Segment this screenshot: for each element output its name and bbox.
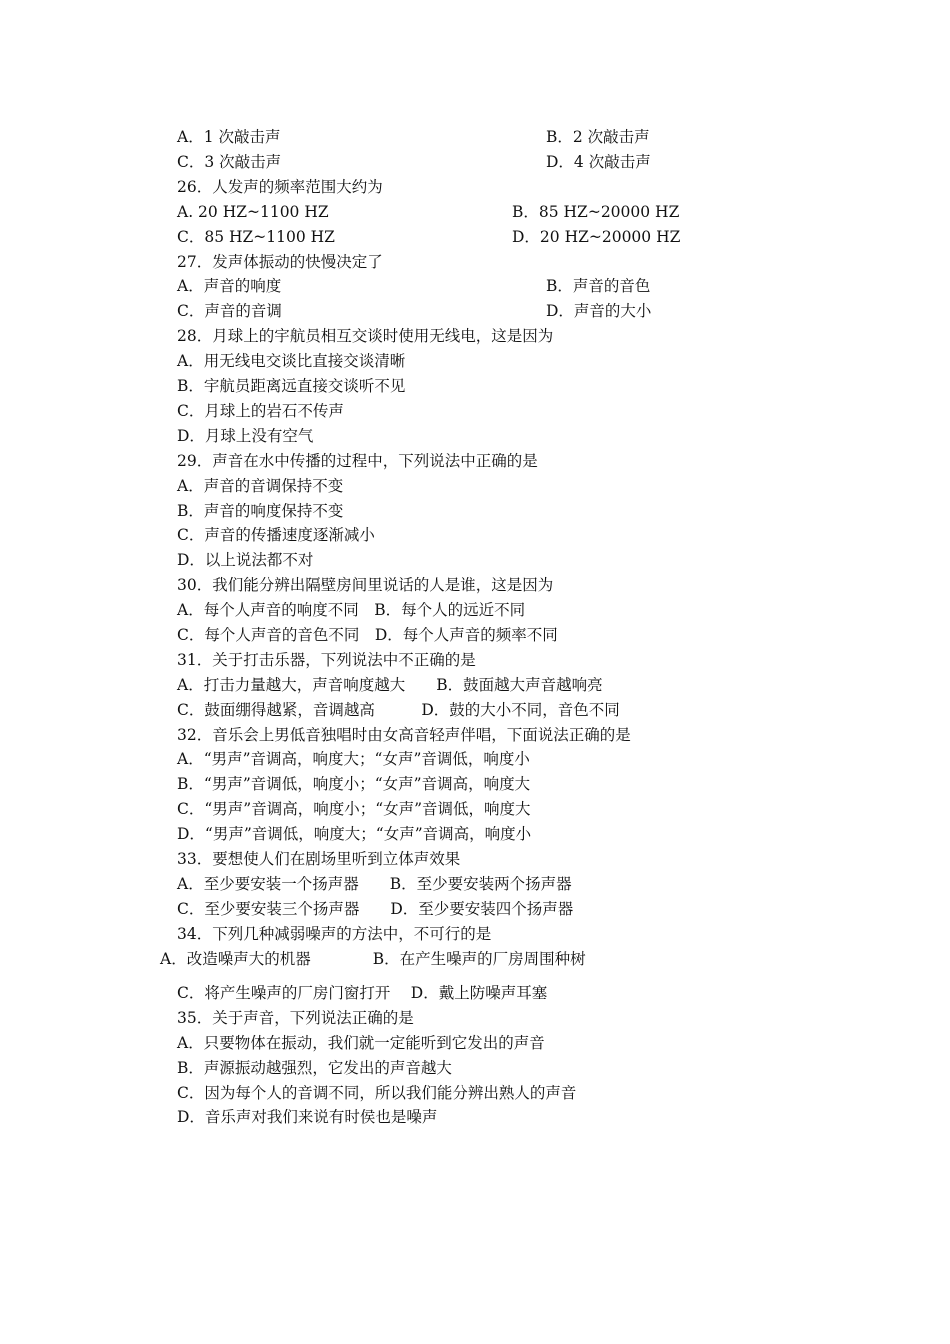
q34-options-ab: A．改造噪声大的机器 B．在产生噪声的厂房周围种树	[160, 950, 586, 968]
q35-option-a: A．只要物体在振动，我们就一定能听到它发出的声音	[177, 1034, 545, 1052]
q25-option-d: D．4 次敲击声	[546, 153, 651, 171]
q35-option-c: C．因为每个人的音调不同，所以我们能分辨出熟人的声音	[177, 1084, 577, 1102]
q28-option-d: D．月球上没有空气	[177, 427, 314, 445]
q27-option-c: C．声音的音调	[177, 302, 282, 320]
q35-option-d: D．音乐声对我们来说有时侯也是噪声	[177, 1108, 438, 1126]
q33-options-ab: A．至少要安装一个扬声器 B．至少要安装两个扬声器	[177, 875, 572, 893]
q30-options-ab: A．每个人声音的响度不同 B．每个人的远近不同	[177, 601, 526, 619]
q28-option-b: B．宇航员距离远直接交谈听不见	[177, 377, 406, 395]
q33-stem: 33．要想使人们在剧场里听到立体声效果	[177, 850, 461, 868]
q34-stem: 34．下列几种减弱噪声的方法中，不可行的是	[177, 925, 492, 943]
q27-stem: 27．发声体振动的快慢决定了	[177, 253, 383, 271]
q31-options-ab: A．打击力量越大，声音响度越大 B．鼓面越大声音越响亮	[177, 676, 603, 694]
q27-option-d: D．声音的大小	[546, 302, 652, 320]
q35-stem: 35．关于声音，下列说法正确的是	[177, 1009, 414, 1027]
q29-stem: 29．声音在水中传播的过程中，下列说法中正确的是	[177, 452, 538, 470]
q26-option-a: A. 20 HZ~1100 HZ	[177, 203, 329, 221]
q32-option-a: A．“男声”音调高，响度大；“女声”音调低，响度小	[177, 750, 530, 768]
q27-option-b: B．声音的音色	[546, 277, 651, 295]
q32-stem: 32．音乐会上男低音独唱时由女高音轻声伴唱，下面说法正确的是	[177, 726, 631, 744]
q26-option-d: D．20 HZ~20000 HZ	[512, 228, 681, 246]
q28-option-c: C．月球上的岩石不传声	[177, 402, 344, 420]
q25-option-c: C．3 次敲击声	[177, 153, 282, 171]
q30-stem: 30．我们能分辨出隔壁房间里说话的人是谁，这是因为	[177, 576, 554, 594]
q27-option-a: A．声音的响度	[177, 277, 282, 295]
q31-stem: 31．关于打击乐器，下列说法中不正确的是	[177, 651, 476, 669]
q28-option-a: A．用无线电交谈比直接交谈清晰	[177, 352, 406, 370]
q35-option-b: B．声源振动越强烈，它发出的声音越大	[177, 1059, 452, 1077]
q33-options-cd: C．至少要安装三个扬声器 D．至少要安装四个扬声器	[177, 900, 574, 918]
q32-option-b: B．“男声”音调低，响度小；“女声”音调高，响度大	[177, 775, 531, 793]
q26-option-c: C．85 HZ~1100 HZ	[177, 228, 335, 246]
q29-option-b: B．声音的响度保持不变	[177, 502, 344, 520]
q25-option-b: B．2 次敲击声	[546, 128, 650, 146]
q26-option-b: B．85 HZ~20000 HZ	[512, 203, 680, 221]
q31-options-cd: C．鼓面绷得越紧，音调越高 D．鼓的大小不同，音色不同	[177, 701, 620, 719]
q28-stem: 28．月球上的宇航员相互交谈时使用无线电，这是因为	[177, 327, 554, 345]
q30-options-cd: C．每个人声音的音色不同 D．每个人声音的频率不同	[177, 626, 558, 644]
q34-options-cd: C．将产生噪声的厂房门窗打开 D．戴上防噪声耳塞	[177, 984, 548, 1002]
q29-option-c: C．声音的传播速度逐渐减小	[177, 526, 375, 544]
q29-option-a: A．声音的音调保持不变	[177, 477, 344, 495]
q26-stem: 26．人发声的频率范围大约为	[177, 178, 383, 196]
q32-option-d: D．“男声”音调低，响度大；“女声”音调高，响度小	[177, 825, 532, 843]
q29-option-d: D．以上说法都不对	[177, 551, 314, 569]
q25-option-a: A．1 次敲击声	[177, 128, 281, 146]
q32-option-c: C．“男声”音调高，响度小；“女声”音调低，响度大	[177, 800, 531, 818]
